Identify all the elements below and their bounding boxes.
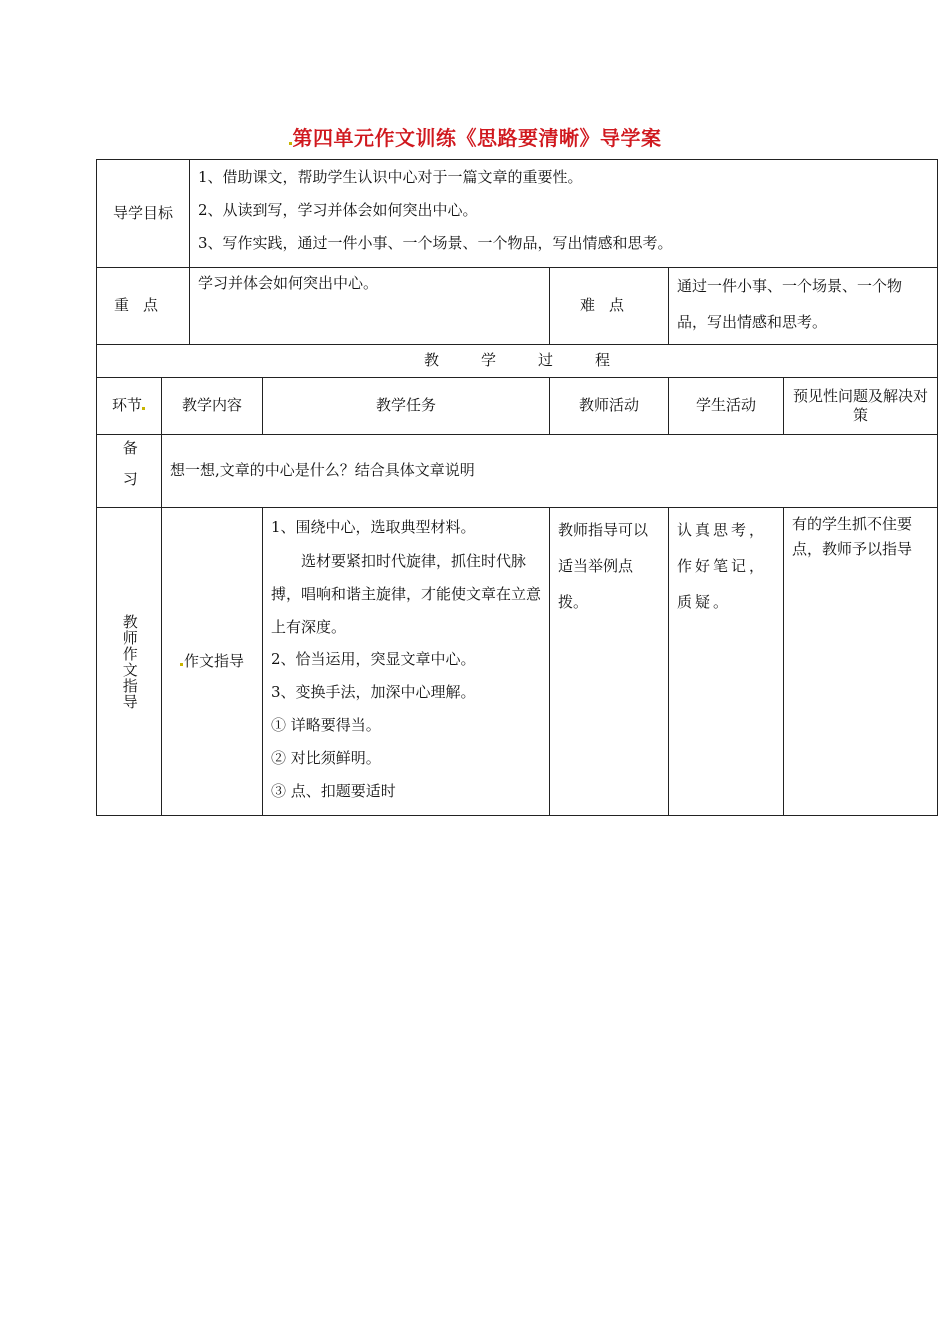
task-line: 选材要紧扣时代旋律，抓住时代脉搏，唱响和谐主旋律，才能使文章在立意上有深度。 — [271, 552, 542, 636]
col-header-task: 教学任务 — [263, 378, 550, 435]
preview-label: 备习 — [97, 435, 162, 508]
guidance-teacher: 教师指导可以适当举例点拨。 — [550, 508, 669, 816]
col-header-solution: 预见性问题及解决对策 — [784, 378, 938, 435]
col-header-student: 学生活动 — [669, 378, 784, 435]
preview-row — [97, 435, 938, 508]
goals-label: 导学目标 — [97, 160, 190, 268]
guidance-solution: 有的学生抓不住要点，教师予以指导 — [784, 508, 938, 816]
guidance-tasks — [263, 508, 550, 816]
col-header-stage: 环节 — [97, 378, 162, 435]
task-line: ① 详略要得当。 — [271, 716, 381, 734]
page-title: 第四单元作文训练《思路要清晰》导学案 — [0, 122, 950, 151]
process-title-row — [97, 345, 938, 378]
key-point-text: 学习并体会如何突出中心。 — [190, 268, 550, 345]
goals-list — [190, 160, 938, 268]
key-point-label: 重点 — [97, 268, 190, 345]
difficulty-label: 难点 — [550, 268, 669, 345]
col-header-content: 教学内容 — [162, 378, 263, 435]
marker-dot — [180, 663, 183, 666]
column-header-row — [97, 378, 938, 435]
goal-item: 3、写作实践，通过一件小事、一个场景、一个物品，写出情感和思考。 — [198, 234, 673, 252]
guidance-content: 作文指导 — [162, 508, 263, 816]
task-line: 3、变换手法，加深中心理解。 — [271, 683, 476, 701]
lesson-plan-table — [96, 159, 938, 816]
marker-dot — [142, 407, 145, 410]
task-line: ② 对比须鲜明。 — [271, 749, 381, 767]
goal-item: 1、借助课文，帮助学生认识中心对于一篇文章的重要性。 — [198, 168, 583, 186]
task-line: ③ 点、扣题要适时 — [271, 782, 396, 800]
guidance-row — [97, 508, 938, 816]
goal-item: 2、从读到写，学习并体会如何突出中心。 — [198, 201, 478, 219]
col-header-teacher: 教师活动 — [550, 378, 669, 435]
preview-text: 想一想,文章的中心是什么？结合具体文章说明 — [162, 435, 938, 508]
process-title: 教学过程 — [97, 345, 938, 378]
key-point-row — [97, 268, 938, 345]
task-line: 2、恰当运用，突显文章中心。 — [271, 650, 476, 668]
guidance-section: 教师作文指导 — [97, 508, 162, 816]
task-line: 1、围绕中心，选取典型材料。 — [271, 518, 476, 536]
difficulty-text: 通过一件小事、一个场景、一个物品，写出情感和思考。 — [669, 268, 938, 345]
goals-row — [97, 160, 938, 268]
guidance-student: 认真思考，作好笔记，质疑。 — [669, 508, 784, 816]
marker-dot — [289, 142, 292, 145]
